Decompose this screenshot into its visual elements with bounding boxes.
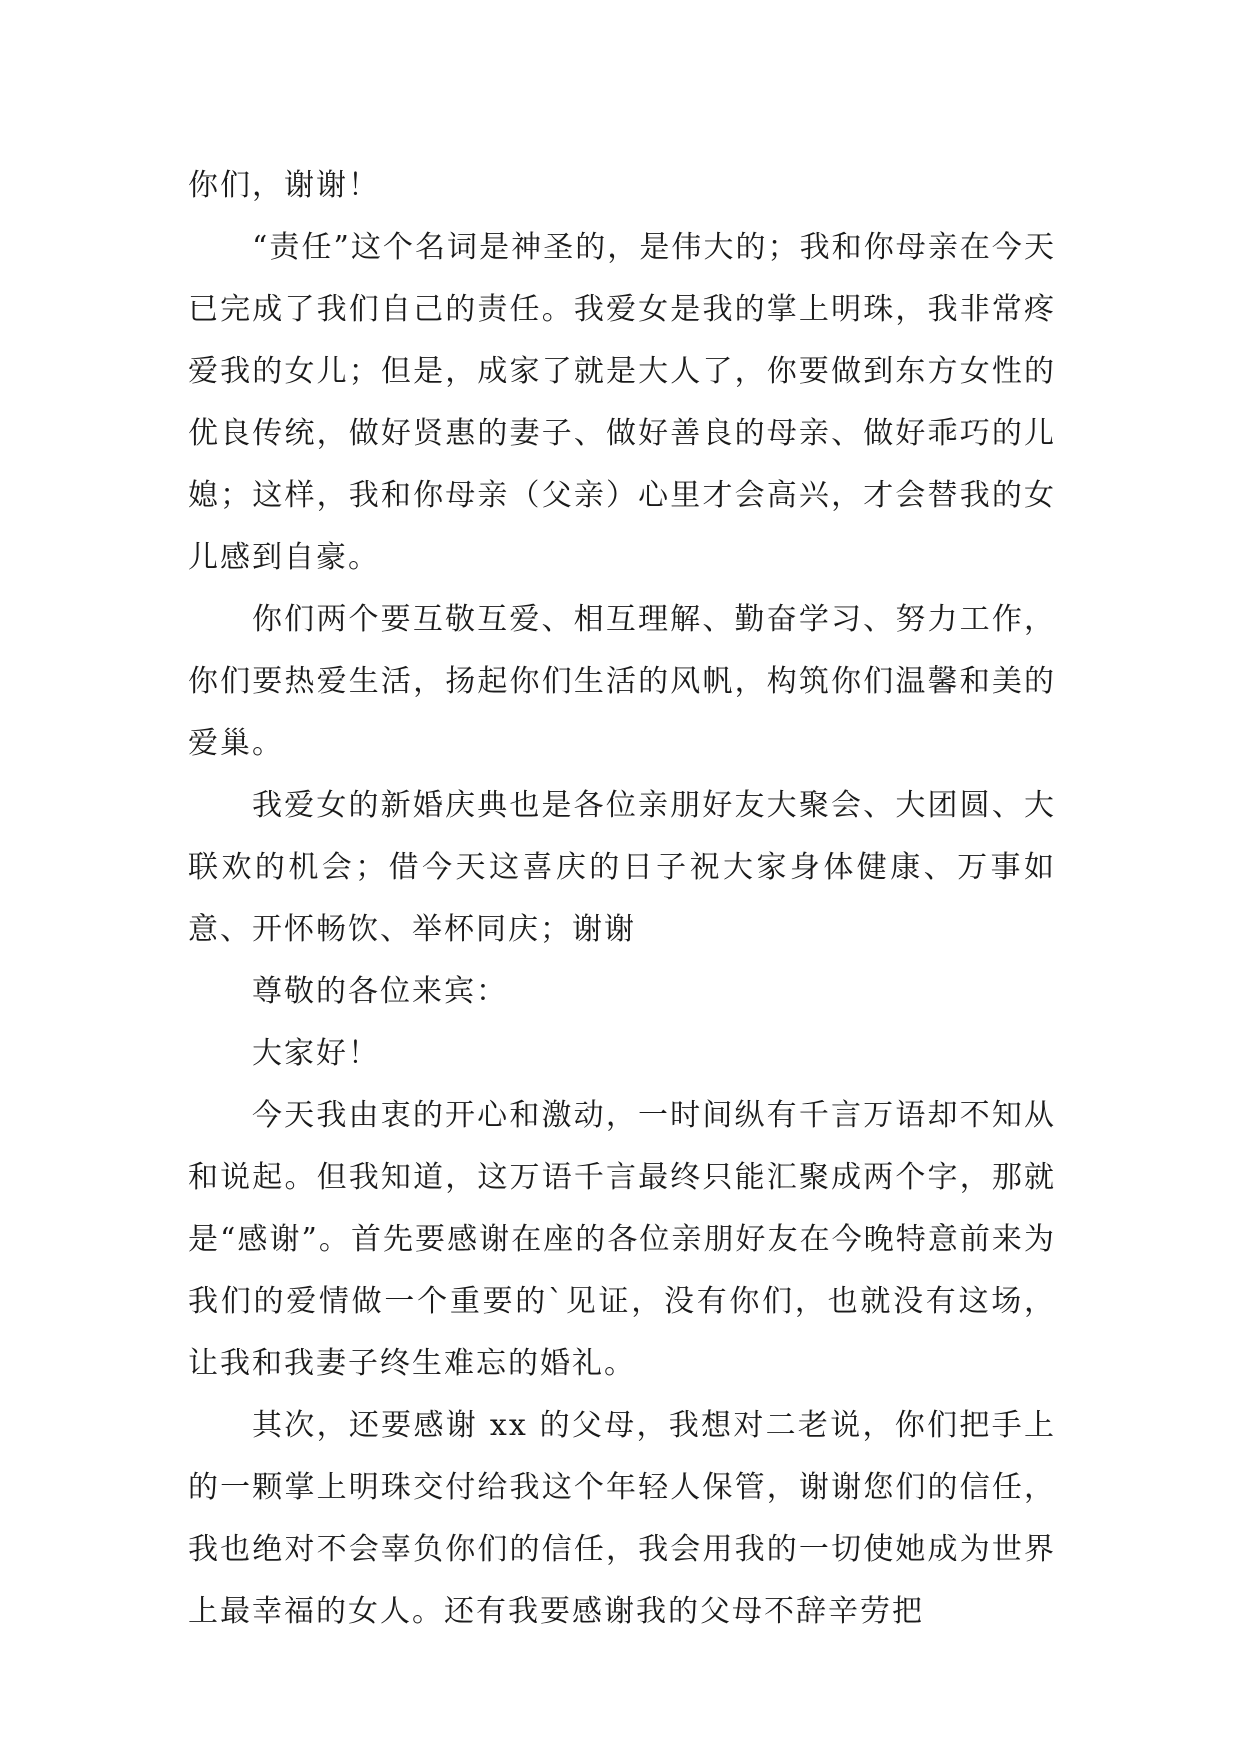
paragraph-responsibility: “责任”这个名词是神圣的，是伟大的；我和你母亲在今天已完成了我们自己的责任。我爱女是我的掌上明珠，我非常疼爱我的女儿；但是，成家了就是大人了，你要做到东方女性的优良传统，做好贤惠的妻子、做好善良的母亲、做好乖巧的儿媳；这样，我和你母亲（父亲）心里才会高兴，才会替我的女儿感到自豪。 — [188, 230, 1056, 575]
paragraph-closing-thanks: 你们，谢谢！ — [188, 168, 380, 203]
paragraph-greeting-guests: 尊敬的各位来宾： — [252, 974, 508, 1009]
paragraph-celebration: 我爱女的新婚庆典也是各位亲朋好友大聚会、大团圆、大联欢的机会；借今天这喜庆的日子祝大家身体健康、万事如意、开怀畅饮、举杯同庆；谢谢 — [188, 788, 1056, 947]
paragraph-gratitude: 今天我由衷的开心和激动，一时间纵有千言万语却不知从和说起。但我知道，这万语千言最终只能汇聚成两个字，那就是“感谢”。首先要感谢在座的各位亲朋好友在今晚特意前来为我们的爱情做一个重要的`见证，没有你们，也就没有这场，让我和我妻子终生难忘的婚礼。 — [188, 1098, 1056, 1381]
paragraph-hello-everyone: 大家好！ — [252, 1036, 380, 1071]
paragraph-thanks-parents: 其次，还要感谢 xx 的父母，我想对二老说，你们把手上的一颗掌上明珠交付给我这个年轻人保管，谢谢您们的信任，我也绝对不会辜负你们的信任，我会用我的一切使她成为世界上最幸福的女人。还有我要感谢我的父母不辞辛劳把 — [188, 1408, 1056, 1629]
paragraph-mutual-respect: 你们两个要互敬互爱、相互理解、勤奋学习、努力工作，你们要热爱生活，扬起你们生活的风帆，构筑你们温馨和美的爱巢。 — [188, 602, 1056, 761]
document-body — [188, 155, 1056, 1643]
